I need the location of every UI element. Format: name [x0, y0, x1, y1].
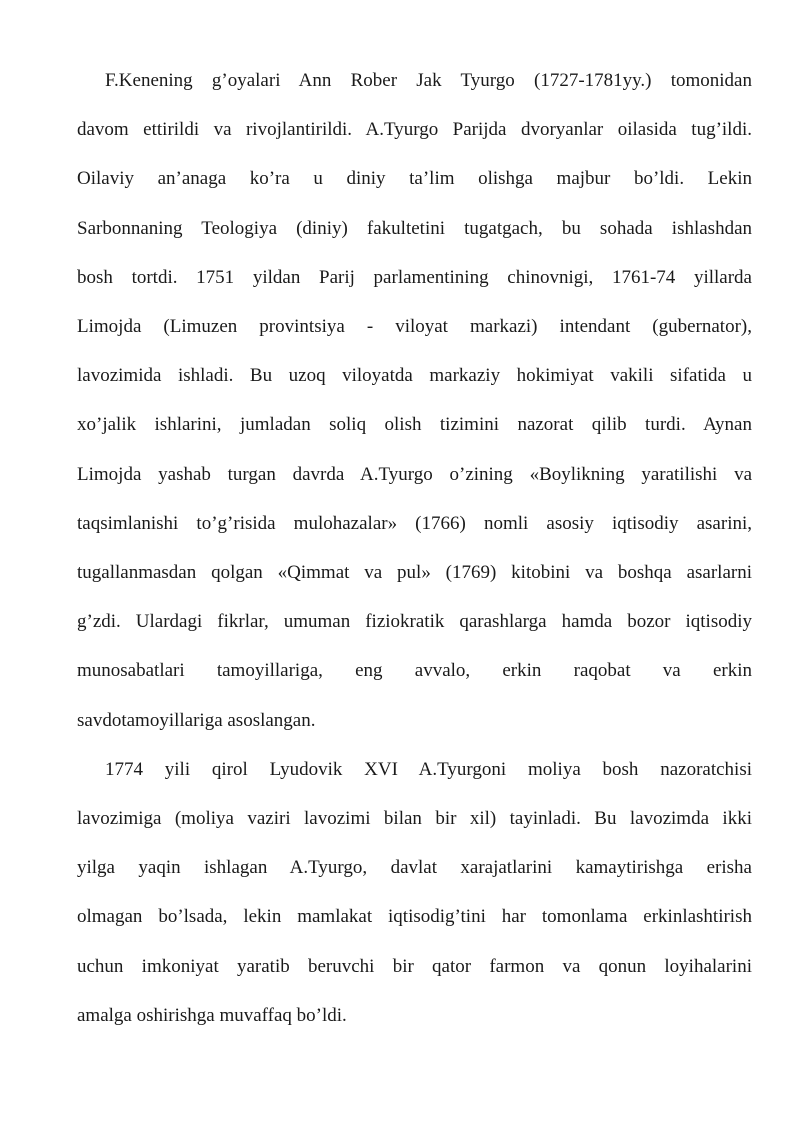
text-line: Limojda (Limuzen provintsiya - viloyat markazi) intendant (gubernator),	[77, 316, 752, 338]
text-line: F.Kenening g’oyalari Ann Rober Jak Tyurgo (1727-1781yy.) tomonidan	[105, 70, 752, 91]
text-line: lavozimida ishladi. Bu uzoq viloyatda markaziy hokimiyat vakili sifatida u	[77, 365, 752, 387]
text-line: olmagan bo’lsada, lekin mamlakat iqtisodig’tini har tomonlama erkinlashtirish	[77, 906, 752, 928]
text-line: yilga yaqin ishlagan A.Tyurgo, davlat xarajatlarini kamaytirishga erisha	[77, 857, 752, 879]
text-line: g’zdi. Ulardagi fikrlar, umuman fiziokratik qarashlarga hamda bozor iqtisodiy	[77, 611, 752, 633]
text-line: lavozimiga (moliya vaziri lavozimi bilan bir xil) tayinladi. Bu lavozimda ikki	[77, 808, 752, 830]
text-line: taqsimlanishi to’g’risida mulohazalar» (1766) nomli asosiy iqtisodiy asarini,	[77, 512, 752, 534]
text-line: Oilaviy an’anaga ko’ra u diniy ta’lim olishga majbur bo’ldi. Lekin	[77, 168, 752, 190]
paragraph-2	[77, 745, 752, 1040]
text-line: savdotamoyillariga asoslangan.	[77, 709, 316, 731]
text-line: xo’jalik ishlarini, jumladan soliq olish tizimini nazorat qilib turdi. Aynan	[77, 414, 752, 436]
text-line: 1774 yili qirol Lyudovik XVI A.Tyurgoni moliya bosh nazoratchisi	[105, 758, 752, 780]
text-line: tugallanmasdan qolgan «Qimmat va pul» (1769) kitobini va boshqa asarlarni	[77, 562, 752, 584]
paragraph-1	[77, 56, 752, 745]
text-line: davom ettirildi va rivojlantirildi. A.Tyurgo Parijda dvoryanlar oilasida tug’ildi.	[77, 119, 752, 141]
text-line: munosabatlari tamoyillariga, eng avvalo, erkin raqobat va erkin	[77, 660, 752, 682]
text-line: uchun imkoniyat yaratib beruvchi bir qator farmon va qonun loyihalarini	[77, 955, 752, 977]
text-line: Limojda yashab turgan davrda A.Tyurgo o’zining «Boylikning yaratilishi va	[77, 463, 752, 485]
text-line: bosh tortdi. 1751 yildan Parij parlamentining chinovnigi, 1761-74 yillarda	[77, 266, 752, 288]
text-line: Sarbonnaning Teologiya (diniy) fakultetini tugatgach, bu sohada ishlashdan	[77, 217, 752, 239]
text-line: amalga oshirishga muvaffaq bo’ldi.	[77, 1004, 347, 1026]
